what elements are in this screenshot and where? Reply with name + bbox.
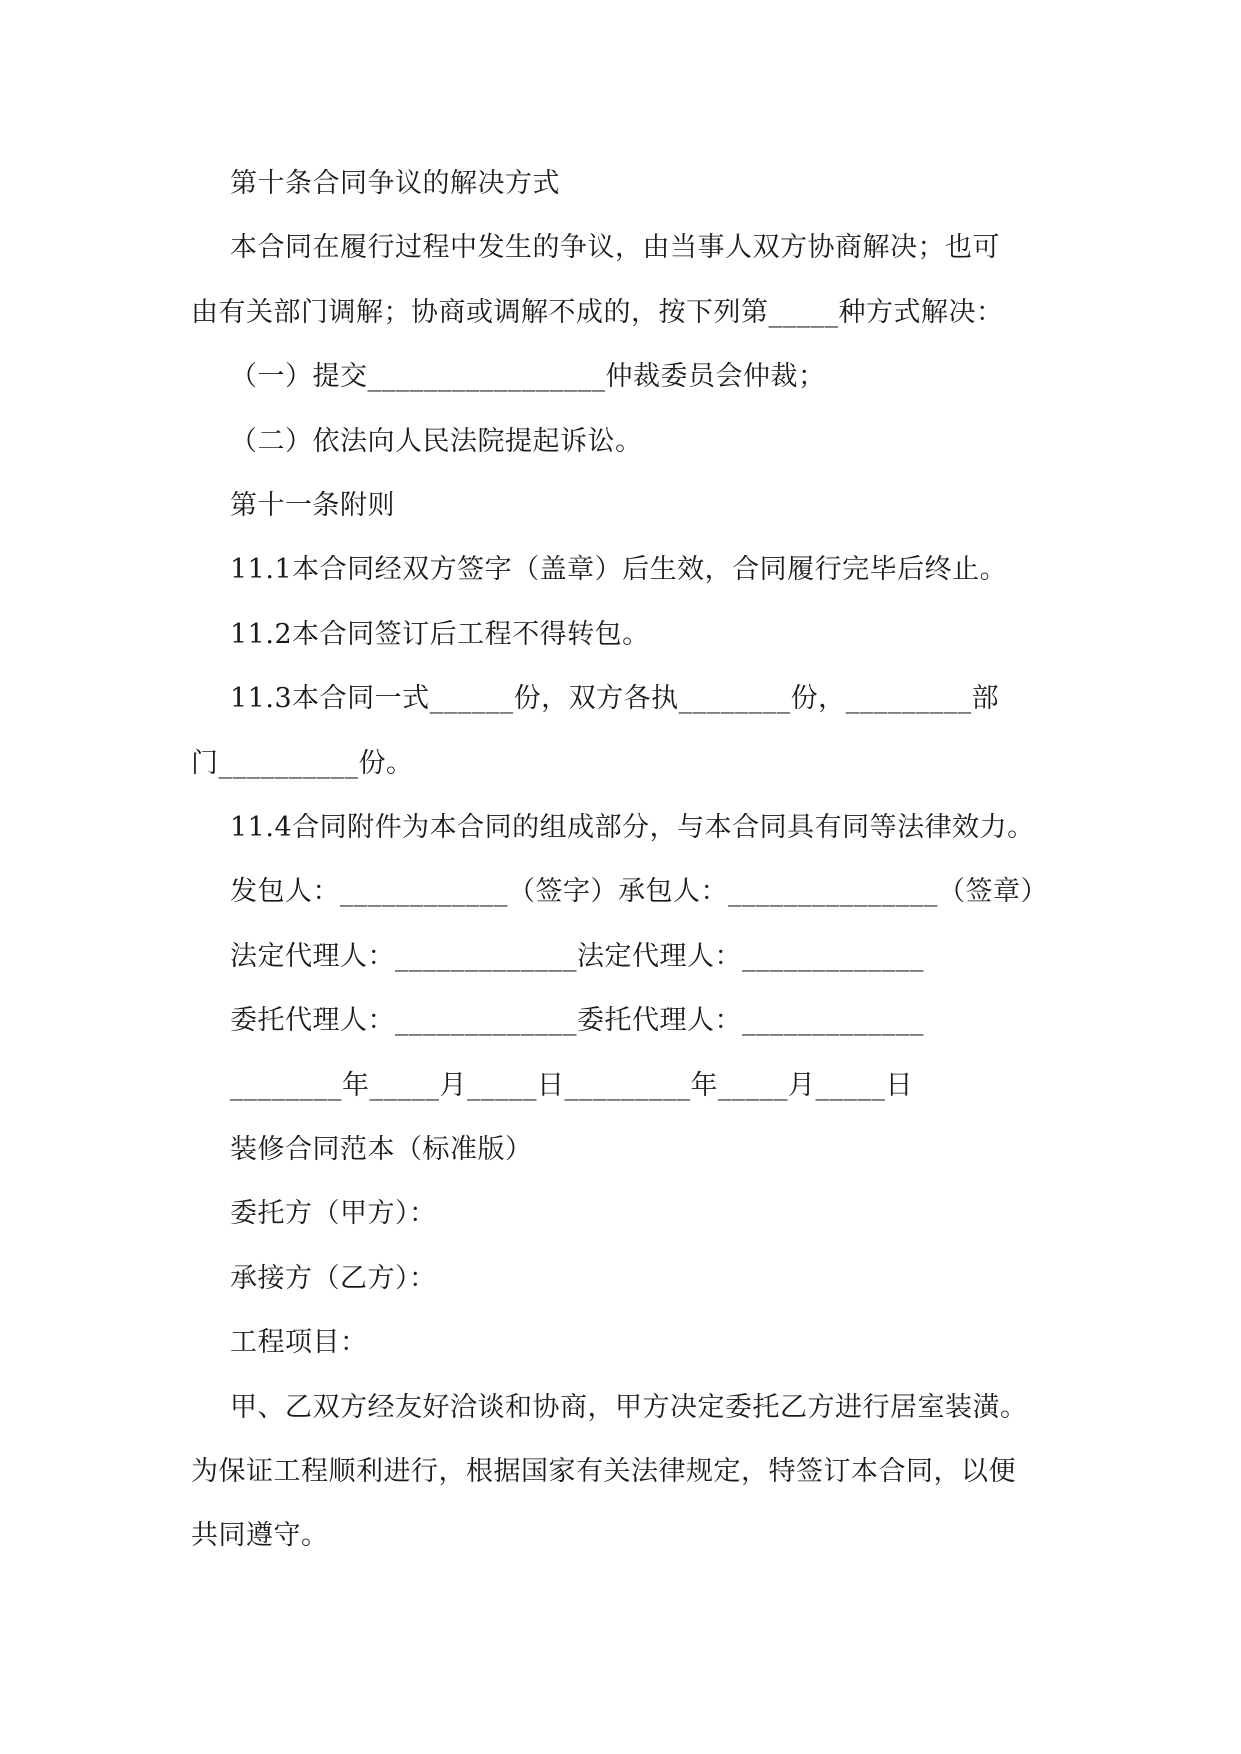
signature-line-dates: ________年_____月_____日_________年_____月_____日 [230, 1070, 913, 1101]
clause-11-1: 11.1本合同经双方签字（盖章）后生效，合同履行完毕后终止。 [230, 554, 1008, 585]
contractor-party-b: 承接方（乙方）： [230, 1263, 437, 1294]
clause-11-4: 11.4合同附件为本合同的组成部分，与本合同具有同等法律效力。 [230, 812, 1035, 843]
signature-line-legal-representatives: 法定代理人：_____________法定代理人：_____________ [230, 941, 924, 972]
preamble-line-1: 甲、乙双方经友好洽谈和协商，甲方决定委托乙方进行居室装潢。 [230, 1392, 1028, 1423]
clause-11-3-line-1: 11.3本合同一式______份，双方各执________份，_________部 [230, 683, 1000, 714]
signature-line-parties: 发包人：____________（签字）承包人：_______________（签章） [230, 876, 1048, 907]
option-2-litigation: （二）依法向人民法院提起诉讼。 [230, 426, 643, 457]
article-11-heading: 第十一条附则 [230, 490, 395, 521]
article-10-heading: 第十条合同争议的解决方式 [230, 168, 560, 199]
article-10-paragraph-line-1: 本合同在履行过程中发生的争议，由当事人双方协商解决；也可 [230, 232, 1000, 263]
template-title: 装修合同范本（标准版） [230, 1134, 533, 1165]
clause-11-2: 11.2本合同签订后工程不得转包。 [230, 619, 650, 650]
signature-line-authorized-agents: 委托代理人：_____________委托代理人：_____________ [230, 1005, 924, 1036]
article-10-paragraph-line-2: 由有关部门调解；协商或调解不成的，按下列第_____种方式解决： [191, 297, 1004, 328]
client-party-a: 委托方（甲方）： [230, 1198, 437, 1229]
project-name: 工程项目： [230, 1327, 368, 1358]
clause-11-3-line-2: 门__________份。 [191, 748, 414, 779]
option-1-arbitration: （一）提交_________________仲裁委员会仲裁； [230, 361, 826, 392]
preamble-line-3: 共同遵守。 [191, 1520, 329, 1551]
preamble-line-2: 为保证工程顺利进行，根据国家有关法律规定，特签订本合同，以便 [191, 1456, 1016, 1487]
